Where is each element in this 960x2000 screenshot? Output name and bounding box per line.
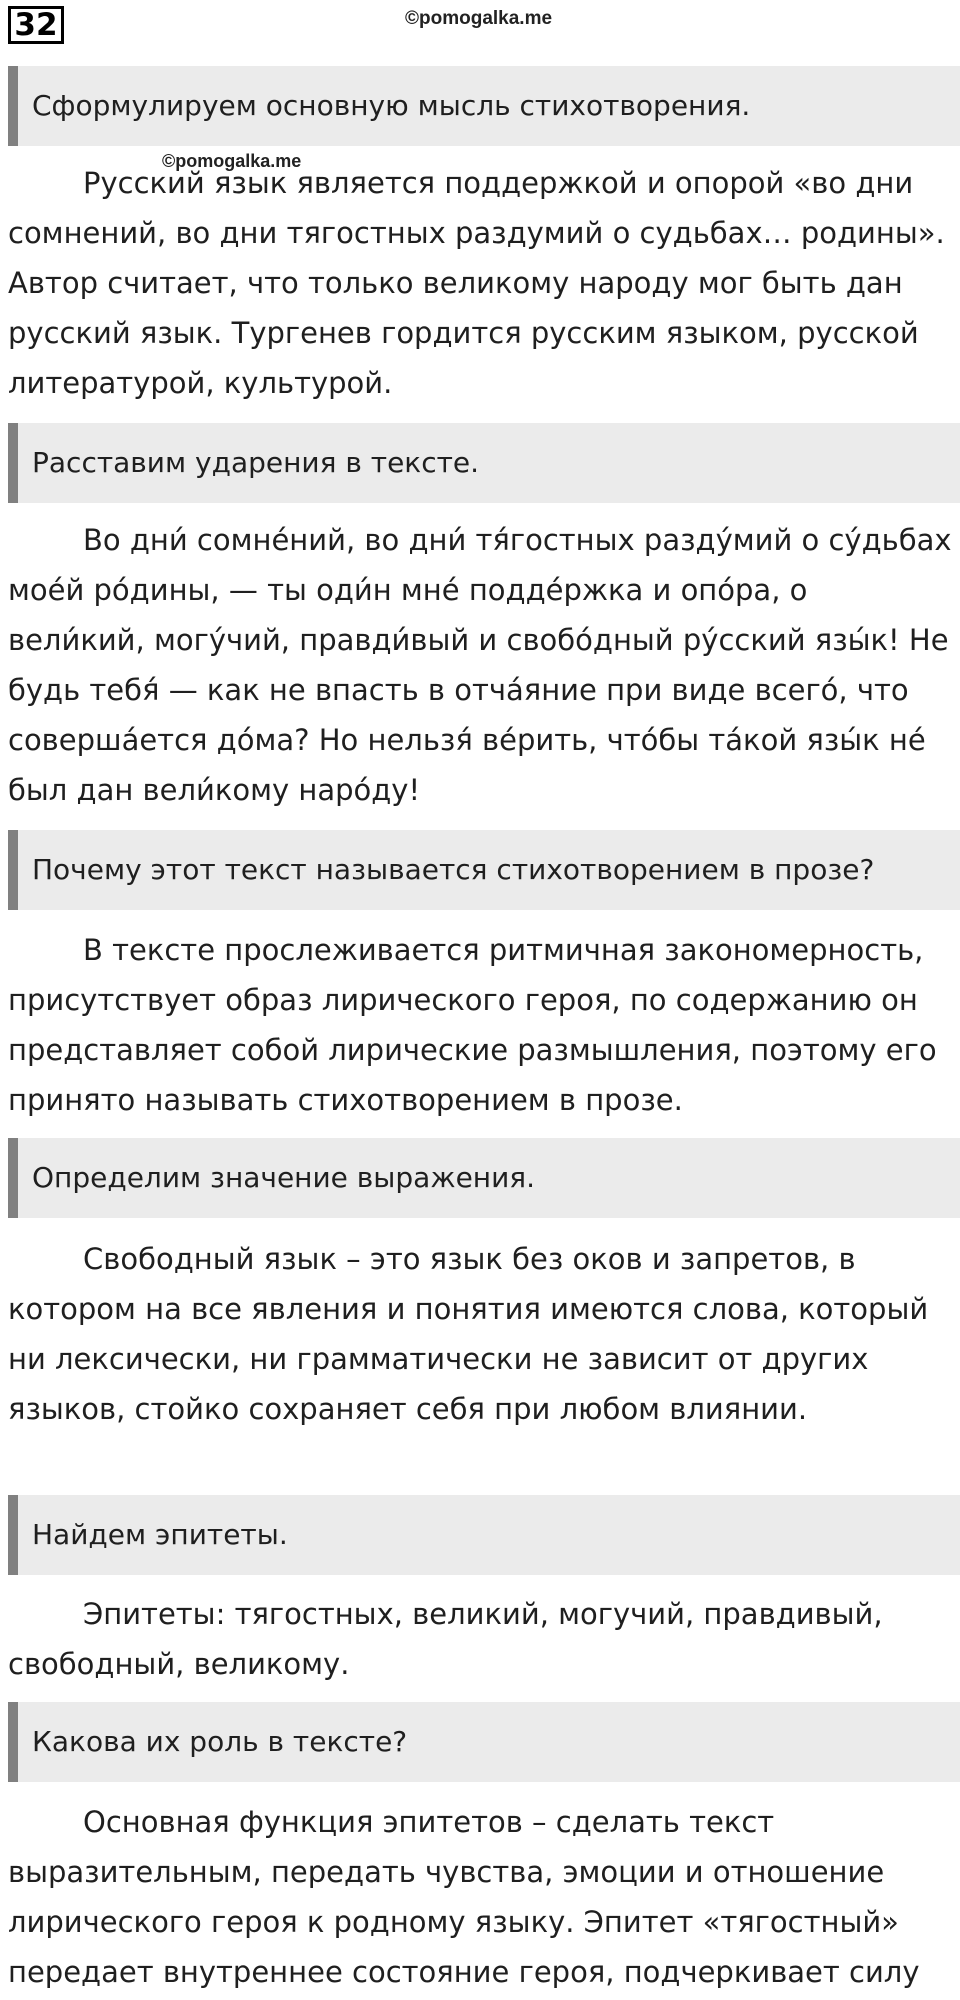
question-epithets-role: Какова их роль в тексте? <box>8 1702 960 1782</box>
answer-expression-meaning: Свободный язык – это язык без оков и запретов, в котором на все явления и понятия имеются слова, который ни лексически, ни грамматически не зависит от других языков, стойко сохраняет себя при любом влиянии. <box>8 1242 929 1426</box>
answer-prose-poem: В тексте прослеживается ритмичная закономерность, присутствует образ лирического героя, по содержанию он представляет собой лирические размышления, поэтому его принято называть стихотворением в прозе. <box>8 933 937 1117</box>
question-main-idea: Сформулируем основную мысль стихотворения. <box>8 66 960 146</box>
watermark-inline: ©pomogalka.me <box>162 151 302 171</box>
question-epithets: Найдем эпитеты. <box>8 1495 960 1575</box>
question-prose-poem: Почему этот текст называется стихотворением в прозе? <box>8 830 960 910</box>
watermark-top: ©pomogalka.me <box>405 8 553 29</box>
answer-main-idea: Русский язык является поддержкой и опорой «во дни сомнений, во дни тягостных раздумий о судьбах… родины». Автор считает, что только великому народу мог быть дан русский язык. Тургенев гордится русским языком, русской литературой, культурой. <box>8 166 945 400</box>
answer-epithets-role: Основная функция эпитетов – сделать текст выразительным, передать чувства, эмоции и отношение лирического героя к родному языку. Эпитет «тягостный» передает внутреннее состояние героя, подчеркивает силу <box>8 1805 920 1989</box>
answer-stress-marks: Во дни́ сомне́ний, во дни́ тя́гостных разду́мий о су́дьбах мое́й ро́дины, — ты оди́н мне́ подде́ржка и опо́ра, о вели́кий, могу́чий, правди́вый и свобо́дный ру́сский язы́к! Не будь тебя́ — как не впасть в отча́яние при виде всего́, что соверша́ется до́ма? Но нельзя́ ве́рить, что́бы та́кой язы́к не́ был дан вели́кому наро́ду! <box>8 523 952 807</box>
answer-epithets: Эпитеты: тягостных, великий, могучий, правдивый, свободный, великому. <box>8 1597 883 1681</box>
question-stress-marks: Расставим ударения в тексте. <box>8 423 960 503</box>
question-expression-meaning: Определим значение выражения. <box>8 1138 960 1218</box>
page-number: 32 <box>8 6 64 44</box>
